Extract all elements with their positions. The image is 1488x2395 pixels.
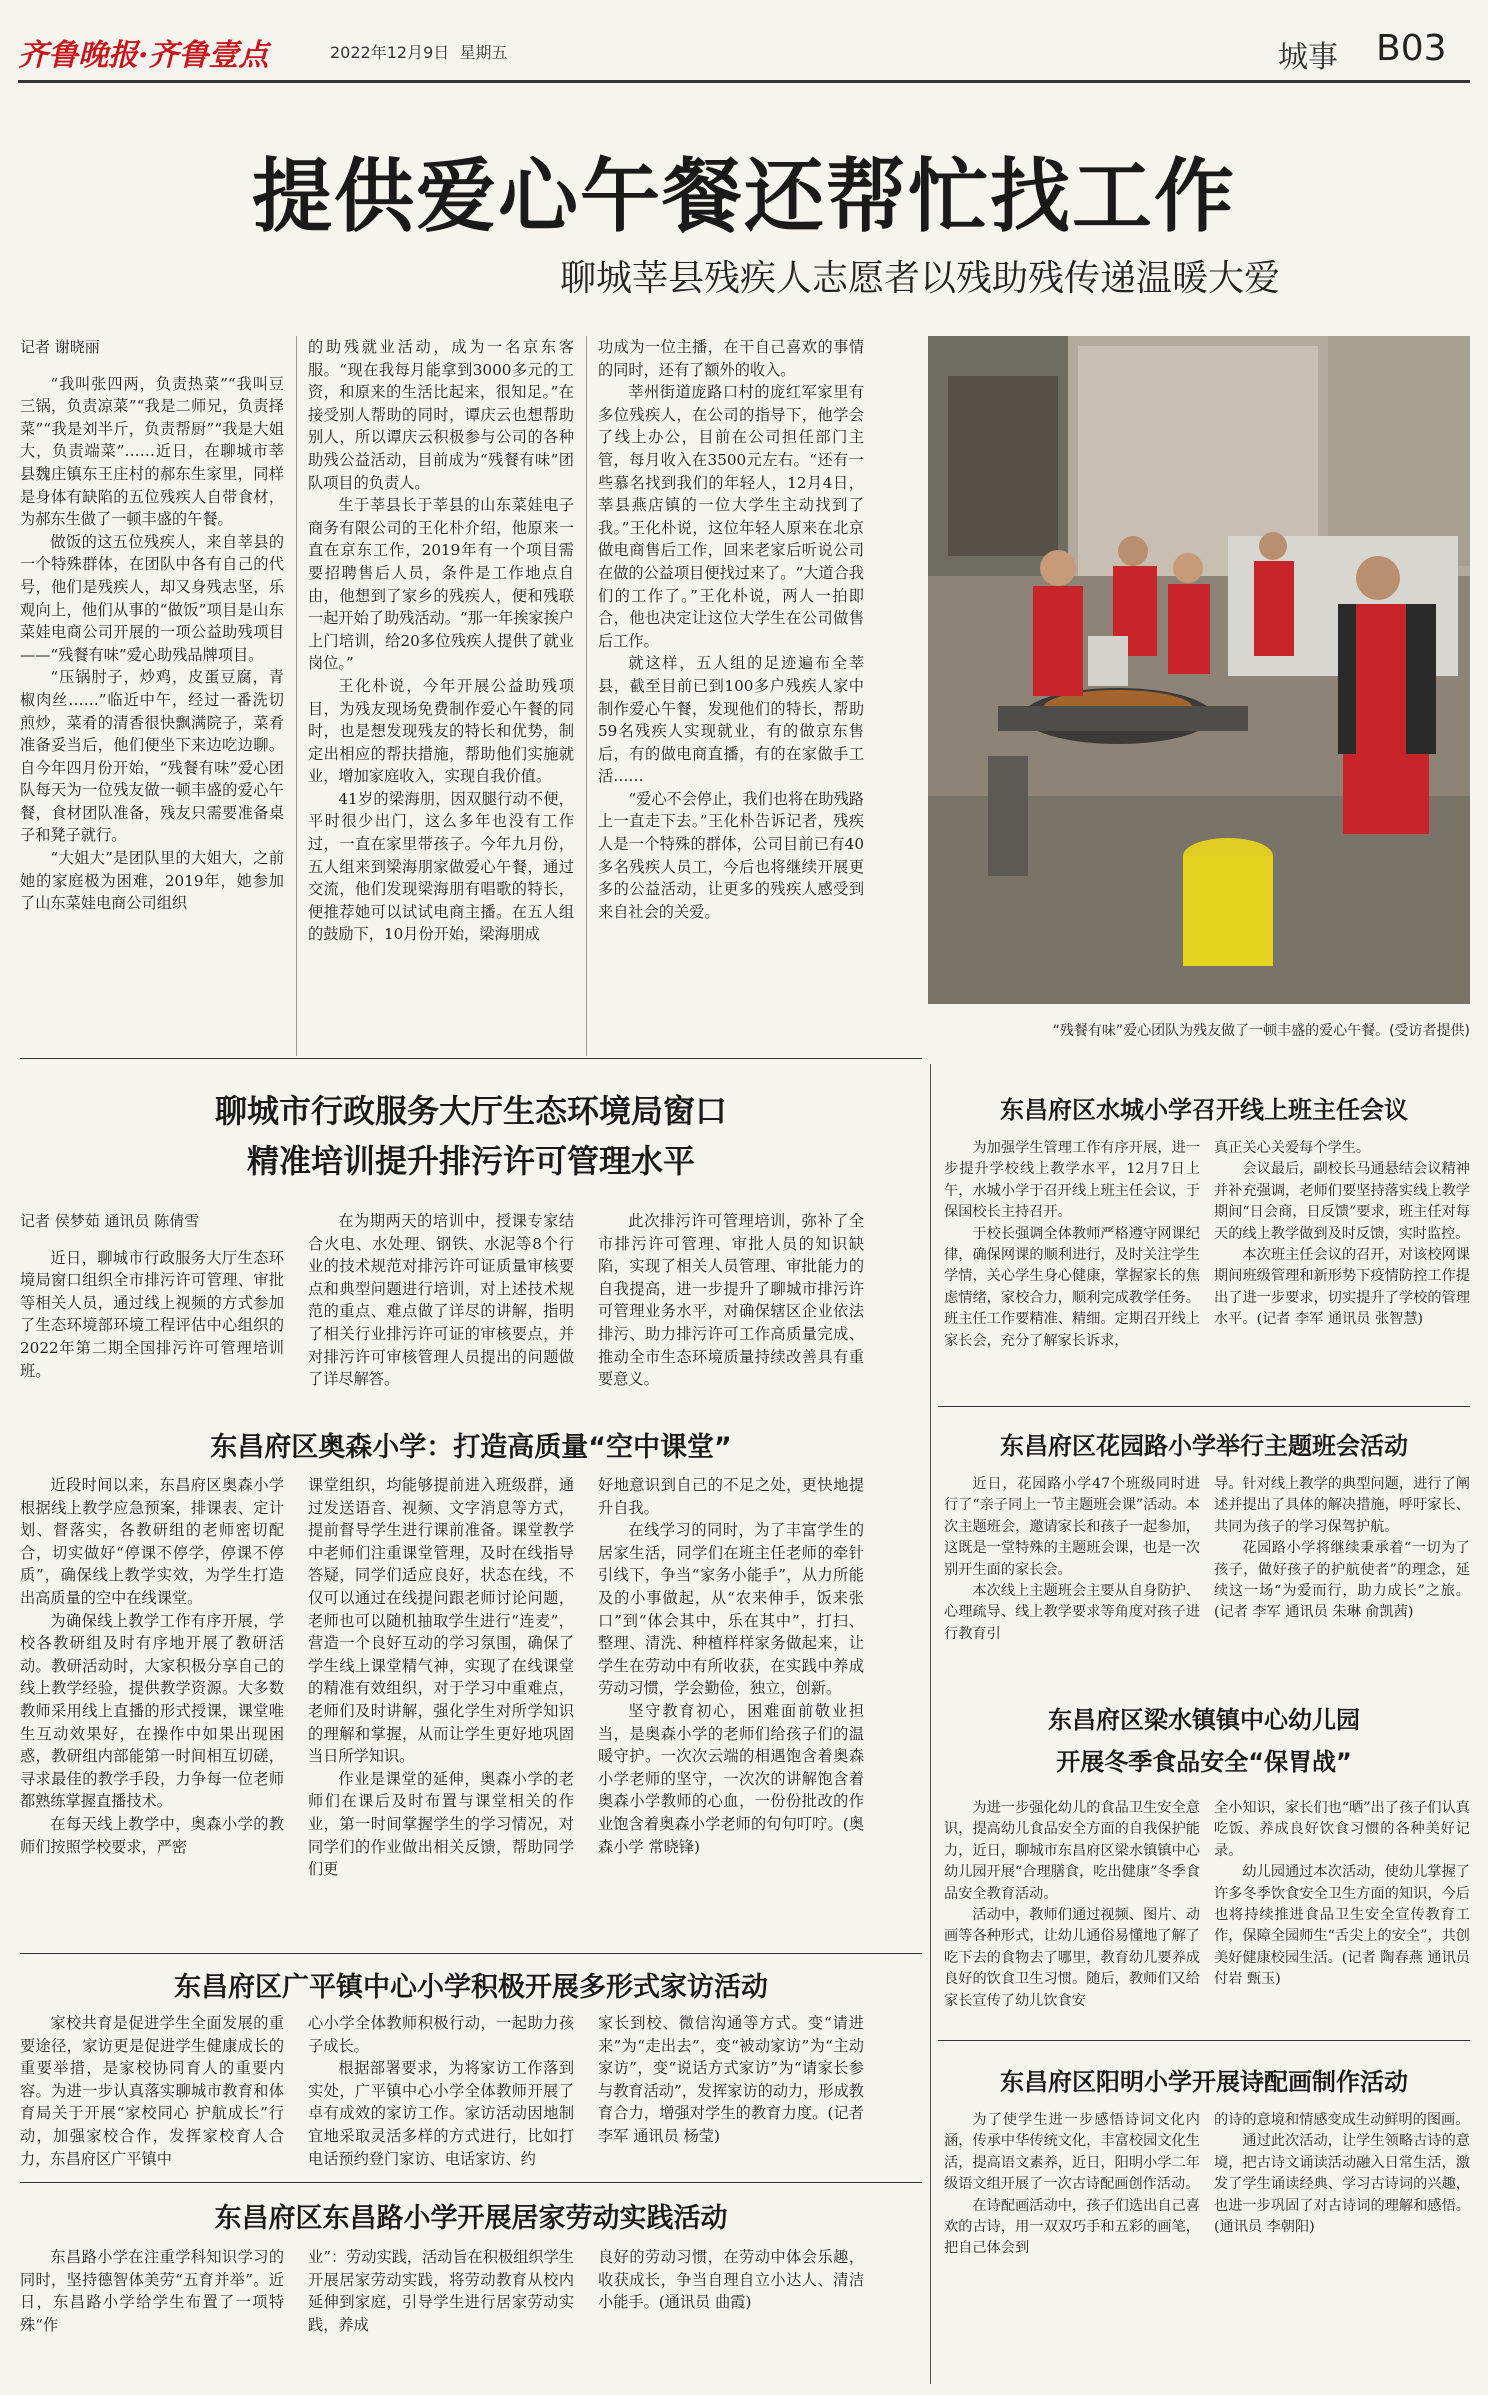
art7-column-2 <box>1214 1474 1470 1692</box>
art6-paragraph: 本次班主任会议的召开，对该校网课期间班级管理和新形势下疫情防控工作提出了进一步要求，切实提升了学校的管理水平。(记者 李军 通讯员 张智慧) <box>1214 1247 1470 1328</box>
section-rule <box>20 1953 922 1954</box>
art4-paragraph: 心小学全体教师积极行动，一起助力孩子成长。 <box>308 2014 574 2055</box>
art8-column-2 <box>1214 1798 1470 2032</box>
art3-column-2 <box>308 1474 574 1950</box>
lead-paragraph: 就这样，五人组的足迹遍布全莘县，截至目前已到100多户残疾人家中制作爱心午餐，发现他们的特长，帮助59名残疾人实现就业，有的做京东售后，有的做电商直播，有的在家做手工活…… <box>598 654 864 786</box>
art9-paragraph: 为了使学生进一步感悟诗词文化内涵，传承中华传统文化，丰富校园文化生活，提高语文素养，近日，阳明小学二年级语文组开展了一次古诗配画创作活动。 <box>944 2112 1200 2193</box>
art4-paragraph: 家长到校、微信沟通等方式。变“请进来”为“走出去”，变“被动家访”为“主动家访”，变“说话方式家访”为“请家长参与教育活动”，发挥家访的动力，形成教育合力，增强对学生的教育力度。(记者 李军 通讯员 杨莹) <box>598 2014 864 2145</box>
section-rule <box>938 1406 1470 1407</box>
art7-paragraph: 导。针对线上教学的典型问题，进行了阐述并提出了具体的解决措施，呼吁家长、共同为孩子的学习保驾护航。 <box>1214 1476 1470 1535</box>
art9-paragraph: 通过此次活动，让学生领略古诗的意境，把古诗文诵读活动融入日常生活，激发了学生诵读经典、学习古诗词的兴趣，也进一步巩固了对古诗词的理解和感悟。(通讯员 李朝阳) <box>1214 2133 1470 2236</box>
art3-paragraph: 在每天线上教学中，奥森小学的教师们按照学校要求，严密 <box>20 1814 284 1856</box>
art3-title: 东昌府区奥森小学：打造高质量“空中课堂” <box>210 1432 732 1463</box>
right-column-divider <box>930 1064 931 2384</box>
art4-column-1 <box>20 2012 284 2176</box>
lead-paragraph: 做饭的这五位残疾人，来自莘县的一个特殊群体，在团队中各有自己的代号，他们是残疾人，却又身残志坚，乐观向上，他们从事的“做饭”项目是山东菜娃电商公司开展的一项公益助残项目——“残餐有味”爱心助残品牌项目。 <box>20 532 284 664</box>
art9-paragraph: 在诗配画活动中，孩子们选出自己喜欢的古诗，用一双双巧手和五彩的画笔，把自己体会到 <box>944 2197 1200 2257</box>
art5-paragraph: 良好的劳动习惯，在劳动中体会乐趣，收获成长，争当自理自立小达人、清洁小能手。(通讯员 曲霞) <box>598 2248 864 2312</box>
masthead-logo <box>18 30 268 74</box>
lead-paragraph: 王化朴说，今年开展公益助残项目，为残友现场免费制作爱心午餐的同时，也是想发现残友的特长和优势，制定出相应的帮扶措施，帮助他们实施就业，增加家庭收入，实现自我价值。 <box>308 676 574 786</box>
section-rule <box>20 1058 922 1059</box>
art5-title: 东昌府区东昌路小学开展居家劳动实践活动 <box>214 2203 728 2234</box>
art8-column-1 <box>944 1798 1200 2032</box>
art2-column-3 <box>598 1210 864 1400</box>
brand-name: 齐鲁壹点 <box>148 38 269 73</box>
photo-caption: “残餐有味”爱心团队为残友做了一顿丰盛的爱心午餐。(受访者提供) <box>1052 1023 1470 1039</box>
art5-column-1 <box>20 2246 284 2386</box>
art9-column-2 <box>1214 2110 1470 2386</box>
art4-paragraph: 家校共育是促进学生全面发展的重要途径，家访更是促进学生健康成长的重要举措，是家校协同育人的重要内容。为进一步认真落实聊城市教育和体育局关于开展“家校同心 护航成长”行动，加强家校合作，发挥家校育人合力，东昌府区广平镇中 <box>20 2014 284 2168</box>
art3-paragraph: 课堂组织，均能够提前进入班级群，通过发送语音、视频、文字消息等方式，提前督导学生进行课前准备。课堂教学中老师们注重课堂管理，及时在线指导答疑，同学们适应良好，状态在线，不仅可以通过在线提问跟老师讨论问题，老师也可以随机抽取学生进行“连麦”，营造一个良好互动的学习氛围，确保了学生线上课堂精气神，实现了在线课堂的精准有效组织，对于学习中重难点，老师们及时讲解，强化学生对所学知识的理解和掌握，从而让学生更好地巩固当日所学知识。 <box>308 1476 574 1766</box>
art6-paragraph: 为加强学生管理工作有序开展，进一步提升学校线上教学水平，12月7日上午，水城小学于召开线上班主任会议，于保国校长主持召开。 <box>944 1140 1200 1221</box>
lead-paragraph: 41岁的梁海朋，因双腿行动不便，平时很少出门，这么多年也没有工作过，一直在家里带孩子。今年九月份，五人组来到梁海朋家做爱心午餐，通过交流，他们发现梁海朋有唱歌的特长，便推荐她可以试试电商主播。在五人组的鼓励下，10月份开始，梁海朋成 <box>308 789 574 944</box>
paper-name: 齐鲁晚报 <box>18 38 138 73</box>
art2-title-line2: 精准培训提升排污许可管理水平 <box>246 1142 695 1180</box>
art6-column-1 <box>944 1138 1200 1400</box>
art7-paragraph: 花园路小学将继续秉承着“一切为了孩子，做好孩子的护航使者”的理念，延续这一场“为爱而行，助力成长”之旅。(记者 李军 通讯员 朱琳 俞凯茜) <box>1214 1540 1470 1621</box>
art7-title: 东昌府区花园路小学举行主题班会活动 <box>1000 1432 1408 1460</box>
column-divider <box>586 336 587 1056</box>
art6-paragraph: 会议最后，副校长马通悬结会议精神并补充强调，老师们要坚持落实线上教学期间“日会商，日反馈”要求，班主任对每天的线上教学做到及时反馈，实时监控。 <box>1214 1161 1470 1242</box>
column-divider <box>296 336 297 1056</box>
art6-title: 东昌府区水城小学召开线上班主任会议 <box>1000 1096 1408 1124</box>
section-label: 城事 <box>1278 40 1338 75</box>
art8-paragraph: 全小知识，家长们也“晒”出了孩子们认真吃饭、养成良好饮食习惯的各种美好记录。 <box>1214 1800 1470 1859</box>
lead-column-3 <box>598 336 864 1056</box>
art2-column-2 <box>308 1210 574 1400</box>
art4-column-2 <box>308 2012 574 2176</box>
section-rule <box>20 2182 922 2183</box>
lead-paragraph: “大姐大”是团队里的大姐大，之前她的家庭极为困难，2019年，她参加了山东菜娃电商公司组织 <box>20 849 284 913</box>
art6-paragraph: 于校长强调全体教师严格遵守网课纪律，确保网课的顺利进行，及时关注学生学情，关心学生身心健康，掌握家长的焦虑情绪，家校合力，顺利完成教学任务。班主任工作要精准、精细。定期召开线上家长会，充分了解家长诉求， <box>944 1225 1200 1349</box>
art3-paragraph: 好地意识到自己的不足之处，更快地提升自我。 <box>598 1476 864 1517</box>
logo-separator: · <box>138 38 149 73</box>
lead-paragraph: “我叫张四两，负责热菜”“我叫豆三锅，负责凉菜”“我是二师兄，负责择菜”“我是刘半斤，负责帮厨”“我是大姐大，负责端菜”……近日，在聊城市莘县魏庄镇东王庄村的郝东生家里，同样是身体有缺陷的五位残疾人自带食材，为郝东生做了一顿丰盛的午餐。 <box>20 374 284 529</box>
art3-column-3 <box>598 1474 864 1950</box>
art2-byline: 记者 侯梦茹 通讯员 陈倩雪 <box>20 1212 200 1230</box>
weekday: 星期五 <box>459 43 508 62</box>
art9-column-1 <box>944 2110 1200 2386</box>
lead-title: 提供爱心午餐还帮忙找工作 <box>252 149 1236 243</box>
art2-paragraph: 近日，聊城市行政服务大厅生态环境局窗口组织全市排污许可管理、审批等相关人员，通过线上视频的方式参加了生态环境部环境工程评估中心组织的2022年第二期全国排污许可管理培训班。 <box>20 1248 284 1380</box>
lead-paragraph: 的助残就业活动，成为一名京东客服。“现在我每月能拿到3000多元的工资，和原来的生活比起来，很知足。”在接受别人帮助的同时，谭庆云也想帮助别人，所以谭庆云积极参与公司的各种助残公益活动，目前成为“残餐有味”团队项目的负责人。 <box>308 338 574 492</box>
art7-column-1 <box>944 1474 1200 1692</box>
art3-paragraph: 在线学习的同时，为了丰富学生的居家生活，同学们在班主任老师的牵针引线下，争当“家务小能手”，从力所能及的小事做起，从“农来伸手，饭来张口”到“体会其中，乐在其中”，打扫、整理、清洗、种植样样家务做起来，让学生在劳动中有所收获，在实践中养成劳动习惯，学会勤俭，独立，创新。 <box>598 1521 864 1698</box>
art2-paragraph: 此次排污许可管理培训，弥补了全市排污许可管理、审批人员的知识缺陷，实现了相关人员管理、审批能力的自我提高，进一步提升了聊城市排污许可管理业务水平，对确保辖区企业依法排污、助力排污许可工作高质量完成、推动全市生态环境质量持续改善具有重要意义。 <box>598 1212 864 1389</box>
art8-title-line2: 开展冬季食品安全“保胃战” <box>1056 1748 1352 1776</box>
art8-paragraph: 为进一步强化幼儿的食品卫生安全意识，提高幼儿食品安全方面的自我保护能力，近日，聊城市东昌府区梁水镇镇中心幼儿园开展“合理膳食，吃出健康”冬季食品安全教育活动。 <box>944 1800 1200 1902</box>
photo-cooking-volunteers <box>928 336 1470 1004</box>
art3-paragraph: 为确保线上教学工作有序开展，学校各教研组及时有序地开展了教研活动。教研活动时，大家积极分享自己的线上教学经验，提供教学资源。大多数教师采用线上直播的形式授课，课堂唯生互动效果好，在操作中如果出现困惑，教研组内部能第一时间相互切磋，寻求最佳的教学手段，力争每一位老师都熟练掌握直播技术。 <box>20 1611 284 1811</box>
art6-column-2 <box>1214 1138 1470 1400</box>
lead-column-2 <box>308 336 574 1056</box>
lead-paragraph: “压锅肘子，炒鸡，皮蛋豆腐，青椒肉丝……”临近中午，经过一番洗切煎炒，菜肴的清香很快飘满院子，菜肴准备妥当后，他们便坐下来边吃边聊。自今年四月份开始，“残餐有味”爱心团队每天为一位残友做一顿丰盛的爱心午餐，食材团队准备，残友只需要准备桌子和凳子就行。 <box>20 668 284 845</box>
art3-paragraph: 作业是课堂的延伸，奥森小学的老师们在课后及时布置与课堂相关的作业，第一时间掌握学生的学习情况，对同学们的作业做出相关反馈，帮助同学们更 <box>308 1769 574 1879</box>
lead-column-1 <box>20 336 284 1056</box>
art5-paragraph: 业”：劳动实践，活动旨在积极组织学生开展居家劳动实践，将劳动教育从校内延伸到家庭，引导学生进行居家劳动实践，养成 <box>308 2248 574 2334</box>
art5-column-3 <box>598 2246 864 2386</box>
art4-title: 东昌府区广平镇中心小学积极开展多形式家访活动 <box>174 1972 768 2003</box>
art2-paragraph: 在为期两天的培训中，授课专家结合火电、水处理、钢铁、水泥等8个行业的技术规范对排污许可证质量审核要点和典型问题进行培训，对上述技术规范的重点、难点做了详尽的讲解，指明了相关行业排污许可证的审核要点，并对排污许可审核管理人员提出的问题做了详尽解答。 <box>308 1212 574 1389</box>
art2-column-1 <box>20 1210 284 1400</box>
art7-paragraph: 近日，花园路小学47个班级同时进行了“亲子同上一节主题班会课”活动。本次主题班会，邀请家长和孩子一起参加，这既是一堂特殊的主题班会课，也是一次别开生面的家长会。 <box>944 1476 1200 1578</box>
art3-column-1 <box>20 1474 284 1950</box>
lead-byline: 记者 谢晓丽 <box>20 338 100 356</box>
date: 2022年12月9日 <box>330 43 450 62</box>
lead-photo <box>928 336 1470 1004</box>
art5-paragraph: 东昌路小学在注重学科知识学习的同时，坚持德智体美劳“五育并举”。近日，东昌路小学给学生布置了一项特殊“作 <box>20 2248 284 2334</box>
lead-paragraph: “爱心不会停止，我们也将在助残路上一直走下去。”王化朴告诉记者，残疾人是一个特殊的群体，公司目前已有40多名残疾人员工，今后也将继续开展更多的公益活动，让更多的残疾人感受到来自社会的关爱。 <box>598 789 864 921</box>
masthead-rule <box>18 80 1470 83</box>
art2-title-line1: 聊城市行政服务大厅生态环境局窗口 <box>214 1092 727 1130</box>
lead-subtitle: 聊城莘县残疾人志愿者以残助残传递温暖大爱 <box>559 258 1280 299</box>
lead-paragraph: 莘州街道庞路口村的庞红军家里有多位残疾人，在公司的指导下，他学会了线上办公，目前在公司担任部门主管，每月收入在3500元左右。“还有一些慕名找到我们的年轻人，12月4日，莘县燕店镇的一位大学生主动找到了我。”王化朴说，这位年轻人原来在北京做电商售后工作，回来老家后听说公司在做的公益项目便找过来了。“大道合我们的工作了。”王化朴说，两人一拍即合，他也决定让这位大学生在公司做售后工作。 <box>598 383 864 650</box>
art4-paragraph: 根据部署要求，为将家访工作落到实处，广平镇中心小学全体教师开展了卓有成效的家访工作。家访活动因地制宜地采取灵活多样的方式进行，比如打电话预约登门家访、电话家访、约 <box>308 2059 574 2168</box>
section-rule <box>938 2040 1470 2041</box>
art4-column-3 <box>598 2012 864 2176</box>
art8-title-line1: 东昌府区梁水镇镇中心幼儿园 <box>1048 1706 1360 1734</box>
masthead <box>0 0 1488 82</box>
art3-paragraph: 近段时间以来，东昌府区奥森小学根据线上教学应急预案，排课表、定计划、督落实，各教研组的老师密切配合，切实做好“停课不停学，停课不停质”，确保线上教学实效，为学生打造出高质量的空中在线课堂。 <box>20 1476 284 1607</box>
art7-paragraph: 本次线上主题班会主要从自身防护、心理疏导、线上教学要求等角度对孩子进行教育引 <box>944 1583 1200 1642</box>
art9-title: 东昌府区阳明小学开展诗配画制作活动 <box>1000 2068 1408 2096</box>
page-number: B03 <box>1376 28 1447 69</box>
lead-paragraph: 生于莘县长于莘县的山东菜娃电子商务有限公司的王化朴介绍，他原来一直在京东工作，2019年有一个项目需要招聘售后人员，条件是工作地点自由，他想到了家乡的残疾人，便和残联一起开始了助残活动。“那一年挨家挨户上门培训，给20多位残疾人提供了就业岗位。” <box>308 496 574 673</box>
art9-paragraph: 的诗的意境和情感变成生动鲜明的图画。 <box>1214 2112 1470 2128</box>
art5-column-2 <box>308 2246 574 2386</box>
art8-paragraph: 活动中，教师们通过视频、图片、动画等各种形式，让幼儿通俗易懂地了解了吃下去的食物去了哪里，教育幼儿要养成良好的饮食卫生习惯。随后，教师们又给家长宣传了幼儿饮食安 <box>944 1907 1200 2009</box>
art8-paragraph: 幼儿园通过本次活动，使幼儿掌握了许多冬季饮食安全卫生方面的知识，今后也将持续推进食品卫生安全宣传教育工作，保障全园师生“舌尖上的安全”，共创美好健康校园生活。(记者 陶春燕 通讯员 付岩 甄玉) <box>1214 1864 1470 1988</box>
lead-paragraph: 功成为一位主播，在干自己喜欢的事情的同时，还有了额外的收入。 <box>598 338 864 379</box>
art6-paragraph: 真正关心关爱每个学生。 <box>1214 1140 1371 1156</box>
art3-paragraph: 坚守教育初心，困难面前敬业担当，是奥森小学的老师们给孩子们的温暖守护。一次次云端的相遇饱含着奥森小学老师的坚守，一次次的讲解饱含着奥森小学教师的心血，一份份批改的作业饱含着奥森小学老师的句句叮咛。(奥森小学 常晓锋) <box>598 1701 864 1856</box>
issue-date <box>330 40 507 63</box>
